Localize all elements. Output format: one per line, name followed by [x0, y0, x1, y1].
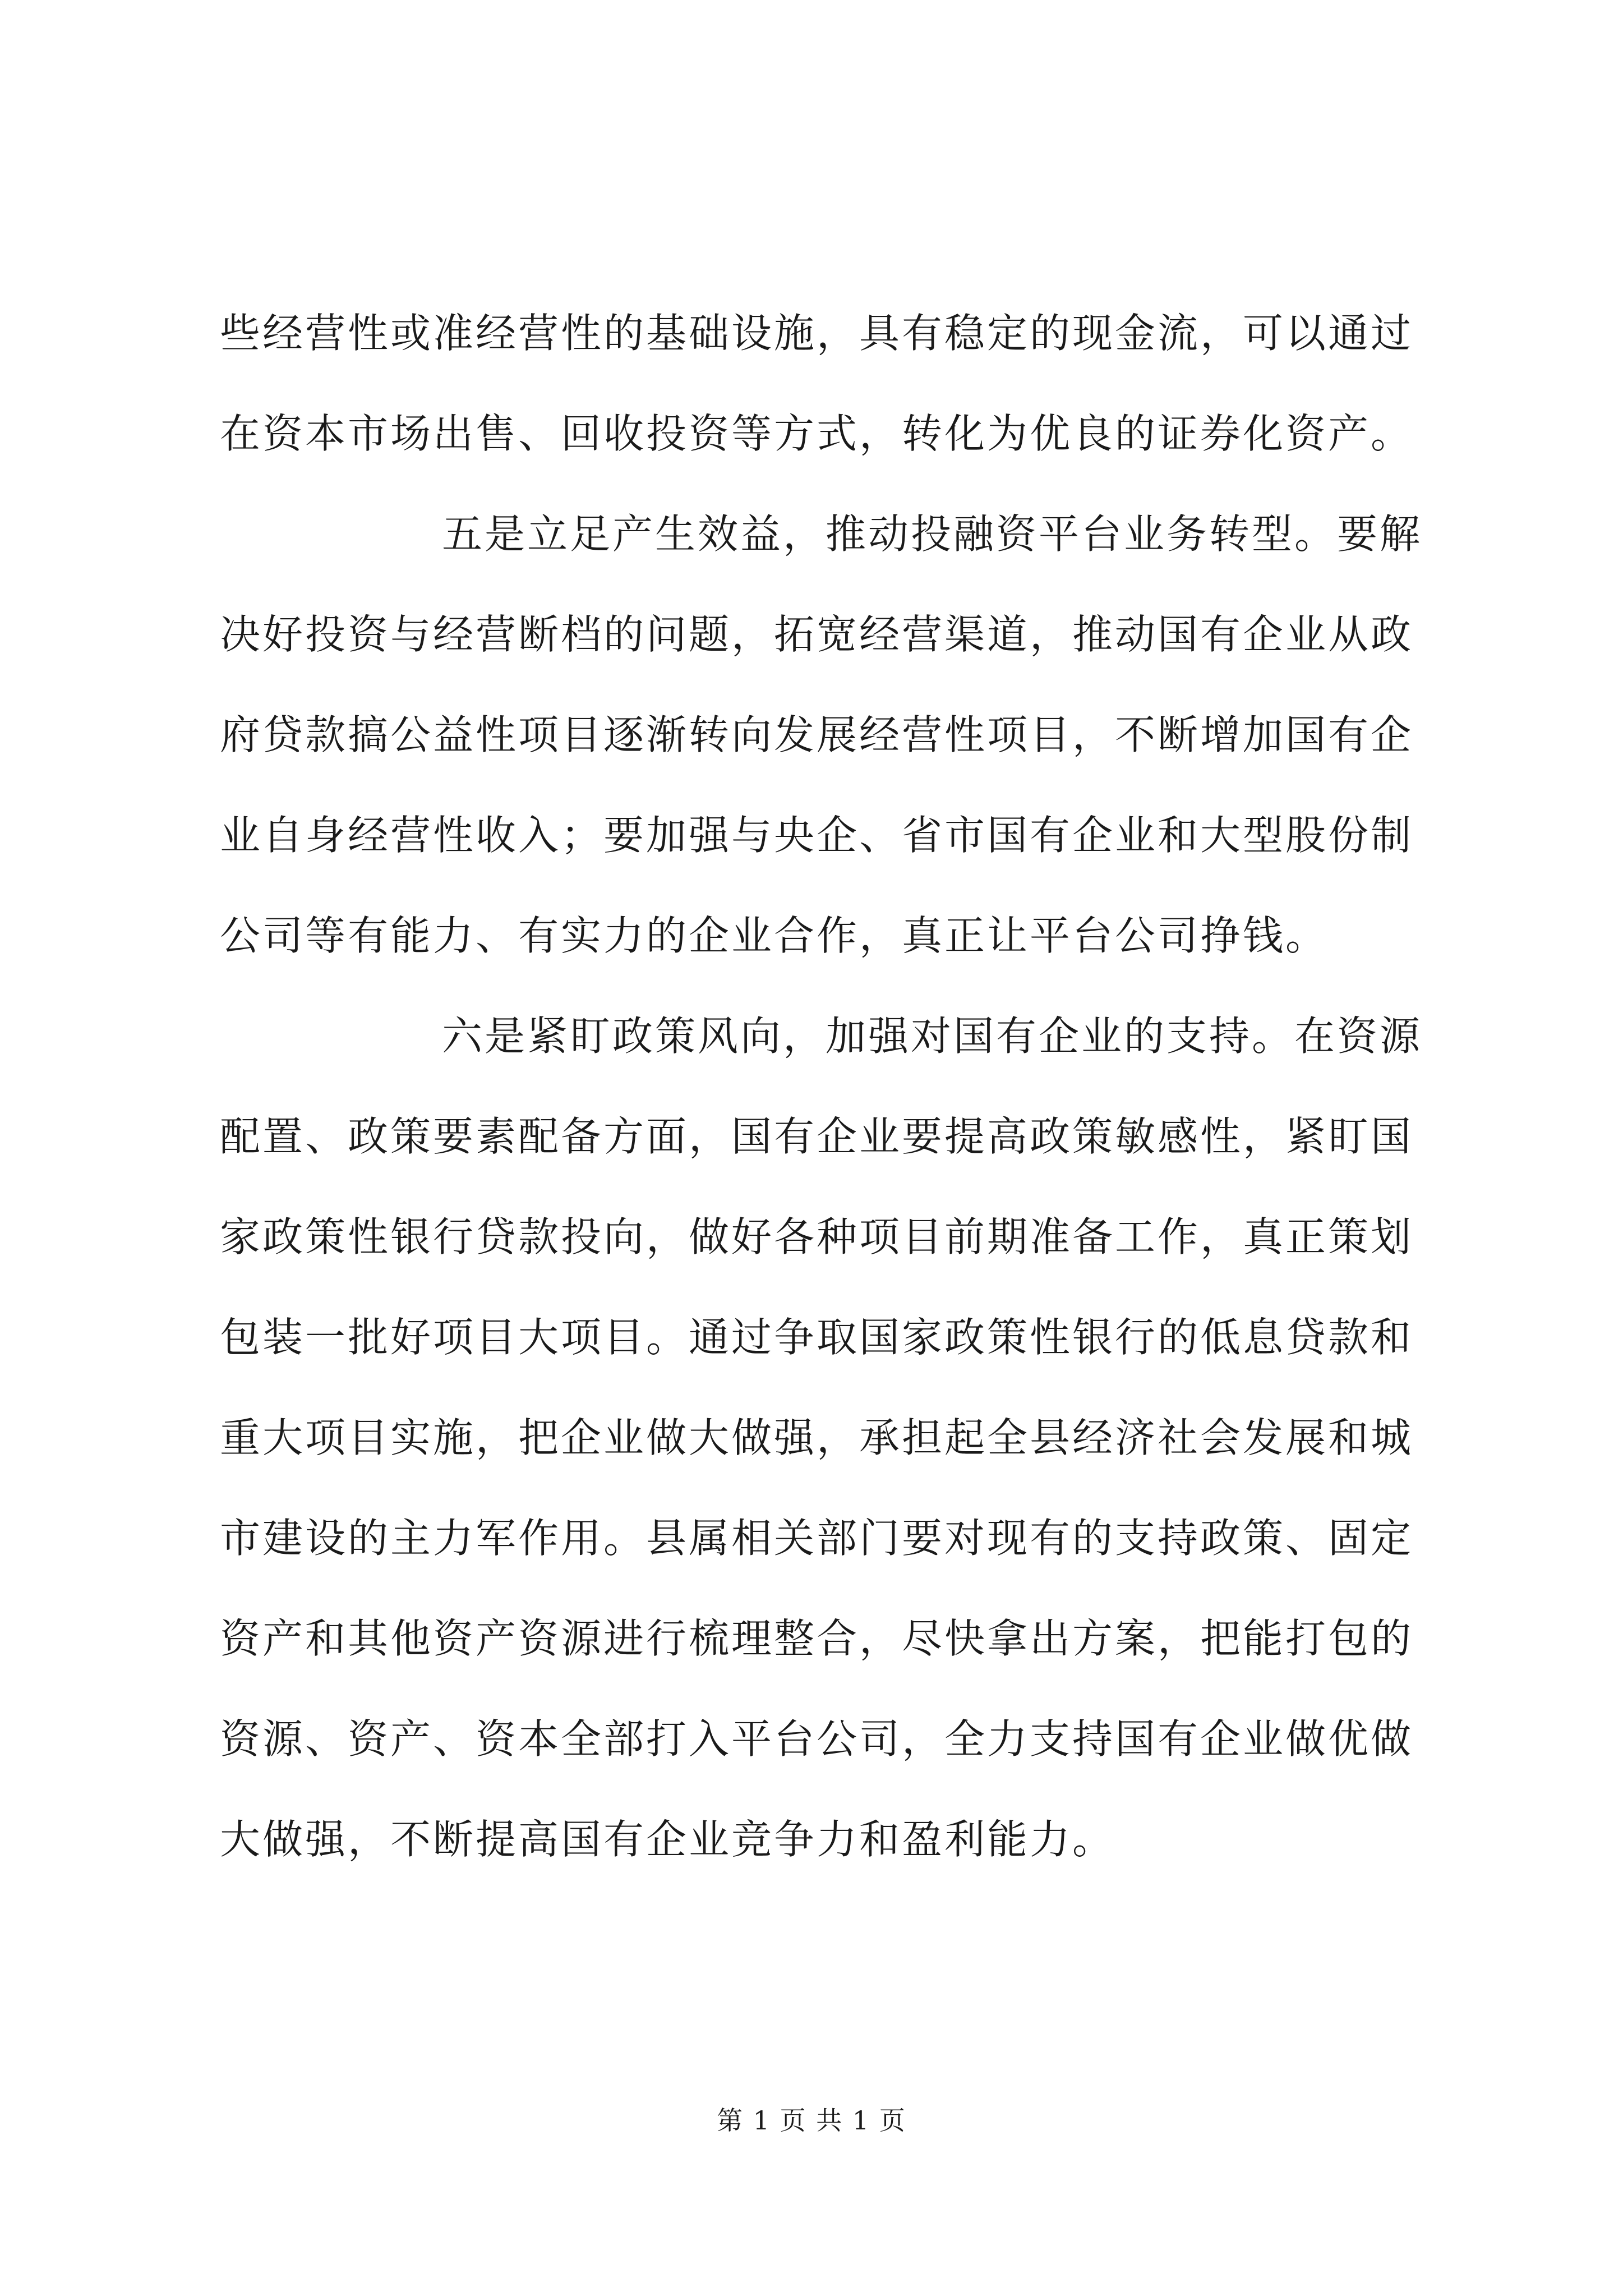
text-line: 业自身经营性收入；要加强与央企、省市国有企业和大型股份制 — [220, 812, 1414, 859]
text-line: 在资本市场出售、回收投资等方式，转化为优良的证券化资产。 — [220, 410, 1414, 457]
text-line: 重大项目实施，把企业做大做强，承担起全县经济社会发展和城 — [220, 1414, 1414, 1461]
text-line: 决好投资与经营断档的问题，拓宽经营渠道，推动国有企业从政 — [220, 611, 1414, 658]
text-line: 公司等有能力、有实力的企业合作，真正让平台公司挣钱。 — [220, 912, 1329, 959]
text-line: 市建设的主力军作用。县属相关部门要对现有的支持政策、固定 — [220, 1515, 1414, 1562]
text-line: 些经营性或准经营性的基础设施，具有稳定的现金流，可以通过 — [220, 310, 1414, 357]
text-line: 配置、政策要素配备方面，国有企业要提高政策敏感性，紧盯国 — [220, 1113, 1414, 1160]
text-line: 府贷款搞公益性项目逐渐转向发展经营性项目，不断增加国有企 — [220, 711, 1414, 758]
page-footer — [0, 2101, 1623, 2140]
text-line: 家政策性银行贷款投向，做好各种项目前期准备工作，真正策划 — [220, 1213, 1414, 1260]
text-line: 资产和其他资产资源进行梳理整合，尽快拿出方案，把能打包的 — [220, 1615, 1414, 1662]
text-line: 资源、资产、资本全部打入平台公司，全力支持国有企业做优做 — [220, 1715, 1414, 1763]
paragraph-start-line: 六是紧盯政策风向，加强对国有企业的支持。在资源 — [442, 1013, 1423, 1060]
text-line: 大做强，不断提高国有企业竞争力和盈利能力。 — [220, 1816, 1115, 1863]
text-line: 包装一批好项目大项目。通过争取国家政策性银行的低息贷款和 — [220, 1314, 1414, 1361]
paragraph-start-line: 五是立足产生效益，推动投融资平台业务转型。要解 — [442, 510, 1423, 558]
page-number-label: 第 1 页 共 1 页 — [717, 2105, 906, 2136]
document-body — [220, 283, 1437, 1890]
